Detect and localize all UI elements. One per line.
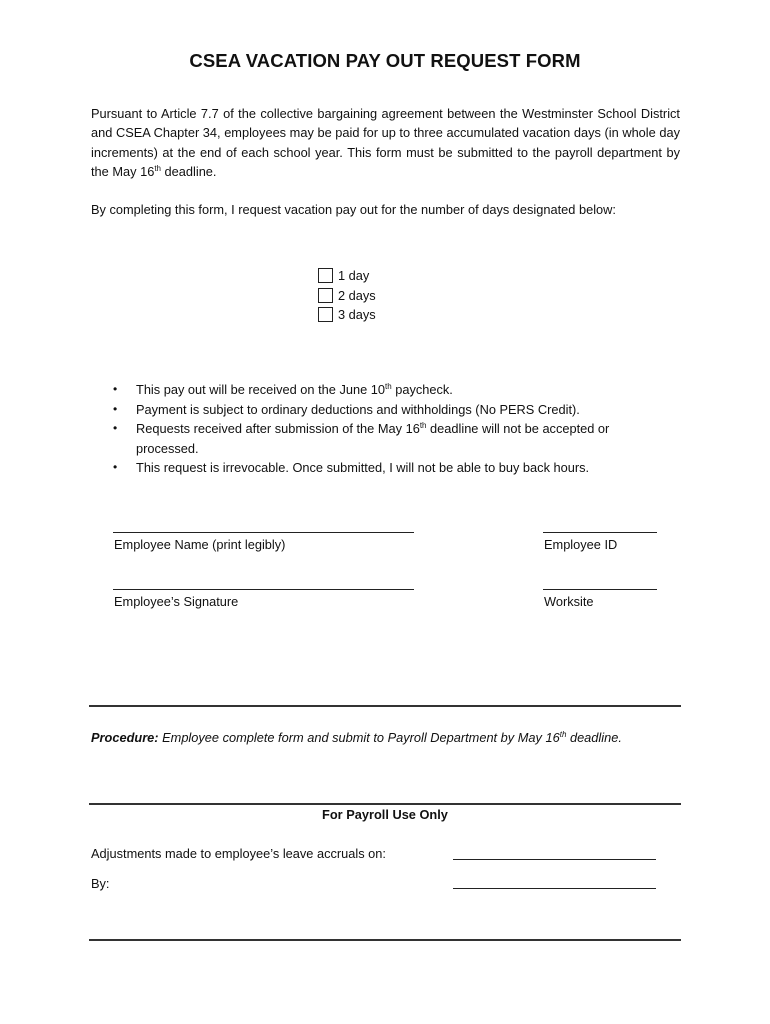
checkbox-3-days[interactable] xyxy=(318,307,333,322)
option-1-day[interactable] xyxy=(318,266,376,286)
terms-list xyxy=(113,380,653,478)
bullet-icon: • xyxy=(113,382,118,396)
checkbox-2-days[interactable] xyxy=(318,288,333,303)
option-2-days[interactable] xyxy=(318,286,376,306)
list-item xyxy=(113,458,653,478)
checkbox-1-day[interactable] xyxy=(318,268,333,283)
signature-line[interactable] xyxy=(113,589,414,590)
worksite-line[interactable] xyxy=(543,589,657,590)
option-3-days[interactable] xyxy=(318,305,376,325)
employee-name-line[interactable] xyxy=(113,532,414,533)
option-label: 2 days xyxy=(338,287,376,303)
list-item-text: This pay out will be received on the June 10 xyxy=(136,382,385,397)
bullet-icon: • xyxy=(113,460,118,474)
procedure-note xyxy=(91,728,691,747)
employee-name-label: Employee Name (print legibly) xyxy=(114,537,286,552)
list-item xyxy=(113,400,653,420)
request-statement: By completing this form, I request vacation pay out for the number of days designated below: xyxy=(91,202,616,217)
list-item xyxy=(113,380,653,400)
adjustments-label: Adjustments made to employee’s leave accruals on: xyxy=(91,846,386,861)
procedure-text: Employee complete form and submit to Payroll Department by May 16 xyxy=(158,730,560,745)
payroll-heading: For Payroll Use Only xyxy=(322,807,448,822)
list-item-text-end: deadline will not be accepted or processed. xyxy=(136,421,610,456)
bullet-icon: • xyxy=(113,401,118,416)
list-item-text-end: paycheck. xyxy=(391,382,453,397)
by-line[interactable] xyxy=(453,888,656,889)
intro-paragraph xyxy=(91,104,680,181)
list-item-superscript: th xyxy=(419,421,427,430)
divider xyxy=(89,705,681,707)
list-item xyxy=(113,419,653,458)
procedure-superscript: th xyxy=(559,730,567,739)
bullet-icon: • xyxy=(113,421,118,435)
form-title: CSEA VACATION PAY OUT REQUEST FORM xyxy=(189,50,581,71)
intro-superscript: th xyxy=(154,163,161,173)
days-options xyxy=(318,266,376,325)
intro-text: Pursuant to Article 7.7 of the collective bargaining agreement between the Westminster School District and CSEA Chapter 34, employees may be paid for up to three accumulated vacation days (in whole day increments) at the end of each school year. This form must be submitted to the payroll department by the May 16 xyxy=(91,106,680,179)
list-item-text: Payment is subject to ordinary deductions and withholdings (No PERS Credit). xyxy=(136,401,580,417)
by-label: By: xyxy=(91,876,110,891)
procedure-label: Procedure: xyxy=(91,730,159,745)
signature-label: Employee’s Signature xyxy=(114,594,239,609)
option-label: 1 day xyxy=(338,268,370,284)
adjustments-date-line[interactable] xyxy=(453,859,656,860)
list-item-superscript: th xyxy=(384,382,392,391)
divider xyxy=(89,803,681,805)
procedure-text-end: deadline. xyxy=(566,730,622,745)
option-label: 3 days xyxy=(338,307,376,323)
employee-id-line[interactable] xyxy=(543,532,657,533)
divider xyxy=(89,939,681,941)
intro-text-end: deadline. xyxy=(160,163,217,179)
employee-id-label: Employee ID xyxy=(544,537,618,552)
list-item-text: This request is irrevocable. Once submitted, I will not be able to buy back hours. xyxy=(136,460,590,475)
list-item-text: Requests received after submission of the May 16 xyxy=(136,421,420,436)
worksite-label: Worksite xyxy=(544,594,594,609)
